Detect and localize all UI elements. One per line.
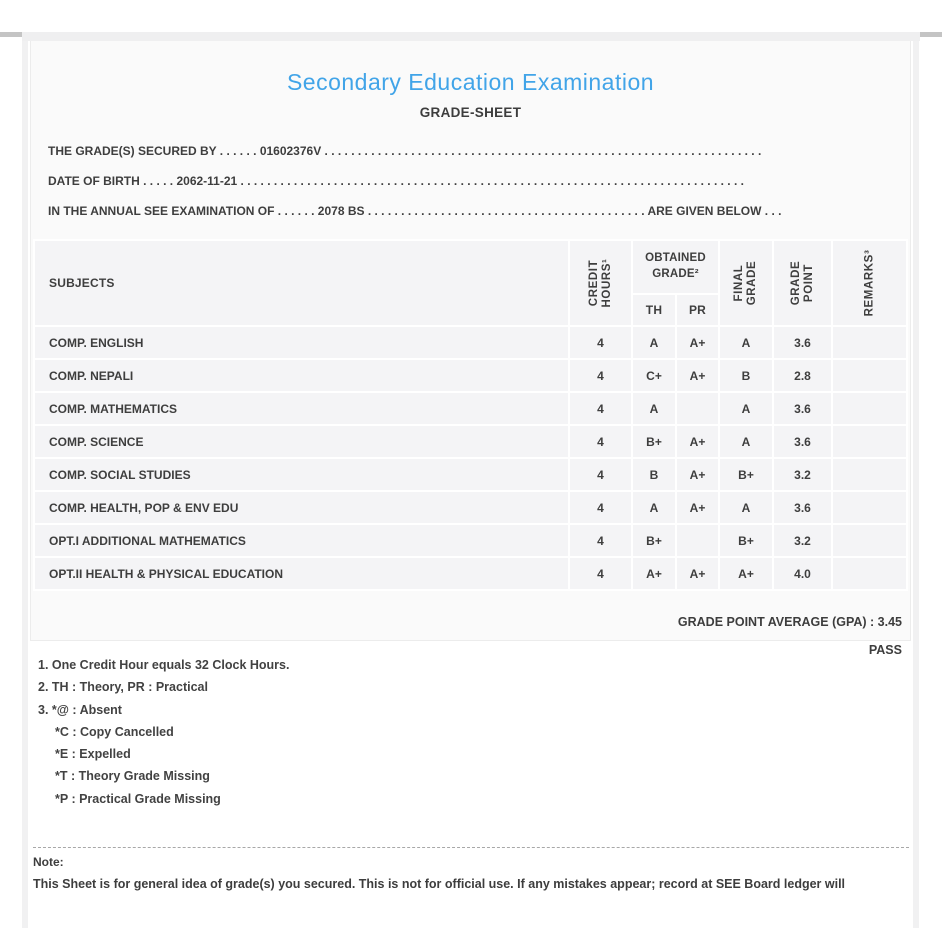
- final-grade-cell: A: [720, 393, 772, 424]
- result-status: PASS: [868, 643, 902, 657]
- dot-leader: . . . . . . . . . . . . . . . . . . . . . . . . . . . . . . . . . . . . . . . . . . . . . . . . . . . . . . . . . . . . . . . . . . . . . . . . . . . .: [237, 174, 744, 188]
- subject-cell: COMP. MATHEMATICS: [35, 393, 568, 424]
- dot-leader: . . . . . . . . . . . . . . . . . . . . . . . . . . . . . . . . . . . . . . . . . .: [364, 204, 648, 218]
- th-grade-cell: B+: [633, 525, 675, 556]
- grade-sheet-page: [0, 32, 942, 928]
- credit-cell: 4: [570, 525, 631, 556]
- final-grade-cell: B+: [720, 459, 772, 490]
- table-row: [35, 393, 906, 424]
- th-grade-cell: B+: [633, 426, 675, 457]
- grade-point-cell: 3.2: [774, 525, 831, 556]
- pr-grade-cell: [677, 393, 718, 424]
- page-title: Secondary Education Examination: [286, 69, 655, 95]
- final-grade-cell: A: [720, 426, 772, 457]
- scrollbar-corner-left: [0, 32, 22, 37]
- th-grade-cell: A: [633, 492, 675, 523]
- th-subheader: TH: [633, 295, 675, 325]
- footnote-item: *P : Practical Grade Missing: [55, 791, 221, 806]
- pr-grade-cell: A+: [677, 426, 718, 457]
- scrollbar-corner-right: [920, 32, 942, 37]
- pr-grade-cell: A+: [677, 492, 718, 523]
- final-grade-header: FINAL GRADE: [720, 241, 772, 325]
- dot-leader: . . . . .: [139, 174, 177, 188]
- table-row: [35, 558, 906, 589]
- th-grade-cell: A+: [633, 558, 675, 589]
- dashed-divider: [33, 847, 909, 848]
- horizontal-scrollbar-track[interactable]: [22, 32, 920, 41]
- final-grade-cell: A+: [720, 558, 772, 589]
- table-row: [35, 525, 906, 556]
- are-given-below-label: ARE GIVEN BELOW . . .: [647, 204, 782, 218]
- remarks-cell: [833, 426, 906, 457]
- dot-leader: . . . . . .: [216, 144, 260, 158]
- remarks-cell: [833, 327, 906, 358]
- grade-point-cell: 4.0: [774, 558, 831, 589]
- date-of-birth-line: [48, 166, 894, 196]
- date-of-birth-value: 2062-11-21: [176, 174, 238, 188]
- grade-point-cell: 3.6: [774, 327, 831, 358]
- pr-grade-cell: A+: [677, 327, 718, 358]
- subjects-header: SUBJECTS: [35, 241, 568, 325]
- grade-point-cell: 3.6: [774, 492, 831, 523]
- th-grade-cell: B: [633, 459, 675, 490]
- date-of-birth-label: DATE OF BIRTH: [48, 174, 140, 188]
- remarks-cell: [833, 525, 906, 556]
- secured-by-label: THE GRADE(S) SECURED BY: [48, 144, 217, 158]
- subject-cell: OPT.I ADDITIONAL MATHEMATICS: [35, 525, 568, 556]
- grade-point-cell: 3.6: [774, 393, 831, 424]
- obtained-grade-header: OBTAINED GRADE²: [633, 241, 718, 293]
- th-grade-cell: A: [633, 393, 675, 424]
- secured-by-line: [48, 136, 894, 166]
- gpa-line: GRADE POINT AVERAGE (GPA) : 3.45: [677, 615, 902, 629]
- grade-point-header: GRADE POINT: [774, 241, 831, 325]
- subject-cell: OPT.II HEALTH & PHYSICAL EDUCATION: [35, 558, 568, 589]
- grade-sheet-heading: GRADE-SHEET: [419, 105, 522, 120]
- remarks-cell: [833, 558, 906, 589]
- pr-grade-cell: A+: [677, 360, 718, 391]
- final-grade-cell: B: [720, 360, 772, 391]
- pr-grade-cell: A+: [677, 558, 718, 589]
- subject-cell: COMP. NEPALI: [35, 360, 568, 391]
- final-grade-cell: B+: [720, 525, 772, 556]
- remarks-cell: [833, 393, 906, 424]
- remarks-cell: [833, 492, 906, 523]
- credit-hours-header: CREDIT HOURS¹: [570, 241, 631, 325]
- table-row: [35, 459, 906, 490]
- grade-sheet-card: [30, 32, 911, 657]
- remarks-cell: [833, 459, 906, 490]
- footnotes-list: [38, 654, 942, 810]
- table-row: [35, 426, 906, 457]
- footnote-item: *E : Expelled: [55, 747, 131, 762]
- final-grade-cell: A: [720, 327, 772, 358]
- credit-cell: 4: [570, 360, 631, 391]
- note-text: This Sheet is for general idea of grade(s) you secured. This is not for official use. If any mistakes appear; record at SEE Board ledger will: [33, 877, 846, 892]
- credit-cell: 4: [570, 393, 631, 424]
- table-row: [35, 492, 906, 523]
- examination-label: IN THE ANNUAL SEE EXAMINATION OF: [48, 204, 275, 218]
- left-page-gutter: [22, 41, 28, 928]
- student-info-block: [48, 136, 894, 226]
- table-row: [35, 327, 906, 358]
- subject-cell: COMP. SCIENCE: [35, 426, 568, 457]
- right-page-gutter: [913, 41, 919, 928]
- credit-cell: 4: [570, 492, 631, 523]
- dot-leader: . . . . . . . . . . . . . . . . . . . . . . . . . . . . . . . . . . . . . . . . . . . . . . . . . . . . . . . . . . . . . . . . . .: [321, 144, 762, 158]
- footnote-item: 3. *@ : Absent: [38, 702, 122, 717]
- table-row: [35, 360, 906, 391]
- footnote-item: *C : Copy Cancelled: [55, 724, 174, 739]
- grade-point-cell: 3.2: [774, 459, 831, 490]
- footnote-item: 1. One Credit Hour equals 32 Clock Hours.: [38, 658, 290, 672]
- dot-leader: . . . . . .: [274, 204, 318, 218]
- remarks-header: REMARKS³: [833, 241, 906, 325]
- grades-table: [33, 239, 908, 591]
- subject-cell: COMP. HEALTH, POP & ENV EDU: [35, 492, 568, 523]
- pr-subheader: PR: [677, 295, 718, 325]
- grade-point-cell: 2.8: [774, 360, 831, 391]
- grade-point-cell: 3.6: [774, 426, 831, 457]
- subject-cell: COMP. SOCIAL STUDIES: [35, 459, 568, 490]
- th-grade-cell: A: [633, 327, 675, 358]
- final-grade-cell: A: [720, 492, 772, 523]
- credit-cell: 4: [570, 426, 631, 457]
- footnote-item: 2. TH : Theory, PR : Practical: [38, 680, 208, 695]
- examination-year-value: 2078 BS: [317, 204, 365, 218]
- subject-cell: COMP. ENGLISH: [35, 327, 568, 358]
- remarks-cell: [833, 360, 906, 391]
- pr-grade-cell: A+: [677, 459, 718, 490]
- note-label: Note:: [33, 855, 64, 870]
- credit-cell: 4: [570, 459, 631, 490]
- footnote-item: *T : Theory Grade Missing: [55, 769, 210, 784]
- credit-cell: 4: [570, 558, 631, 589]
- pr-grade-cell: [677, 525, 718, 556]
- th-grade-cell: C+: [633, 360, 675, 391]
- credit-cell: 4: [570, 327, 631, 358]
- symbol-number-value: 01602376V: [259, 144, 322, 158]
- examination-line: [48, 196, 894, 226]
